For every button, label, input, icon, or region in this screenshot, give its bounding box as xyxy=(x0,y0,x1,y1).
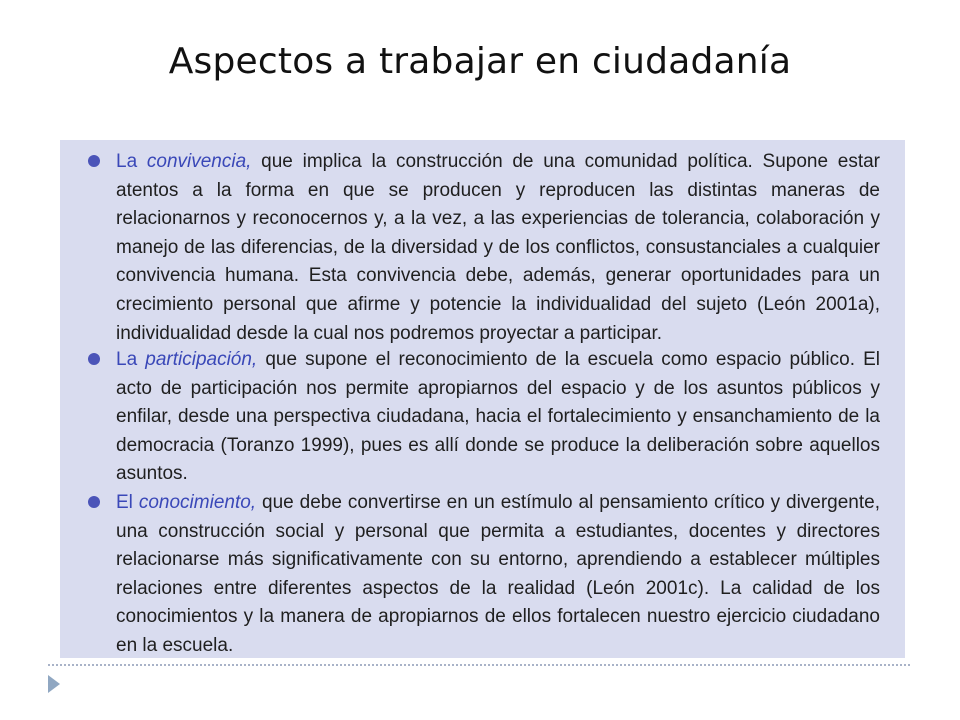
bullet-lead: La xyxy=(116,349,138,370)
bullet-body: que supone el reconocimiento de la escuela como espacio público. El acto de participación nos permite apropiarnos del espacio y de los asuntos públicos y enfilar, desde una perspectiva ciudadana, hacia el fortalecimiento y ensanchamiento de la democracia (Toranzo 1999), pues es allí donde se produce la deliberación sobre aquellos asuntos. xyxy=(116,349,880,485)
bullet-body: que debe convertirse en un estímulo al pensamiento crítico y divergente, una construcción social y personal que permita a estudiantes, docentes y directores relacionarse más significativamente con su entorno, aprendiendo a establecer múltiples relaciones entre diferentes aspectos de la realidad (León 2001c). La calidad de los conocimientos y la manera de apropiarnos de ellos fortalecen nuestro ejercicio ciudadano en la escuela. xyxy=(116,492,881,656)
bullet-lead: El xyxy=(116,492,133,513)
slide-title: Aspectos a trabajar en ciudadanía xyxy=(168,41,792,82)
bullet-lead: La xyxy=(116,151,138,172)
bullet-term: participación, xyxy=(145,349,258,370)
content-box xyxy=(60,140,905,658)
bullet-term: conocimiento, xyxy=(138,492,257,513)
next-slide-arrow-icon[interactable] xyxy=(48,675,60,693)
bullet-dot-icon xyxy=(88,353,100,365)
bullet-dot-icon xyxy=(88,496,100,508)
bullet-text xyxy=(116,148,880,348)
bullet-text xyxy=(116,489,880,661)
bullet-term: convivencia, xyxy=(146,151,252,172)
bullet-text xyxy=(116,346,880,489)
bullet-dot-icon xyxy=(88,155,100,167)
footer-divider xyxy=(48,664,910,666)
bullet-body: que implica la construcción de una comunidad política. Supone estar atentos a la forma en que se producen y reproducen las distintas maneras de relacionarnos y reconocernos y, a la vez, a las experiencias de tolerancia, colaboración y manejo de las diferencias, de la diversidad y de los conflictos, consustanciales a cualquier convivencia humana. Esta convivencia debe, además, generar oportunidades para un crecimiento personal que afirme y potencie la individualidad del sujeto (León 2001a), individualidad desde la cual nos podremos proyectar a participar. xyxy=(116,151,881,344)
